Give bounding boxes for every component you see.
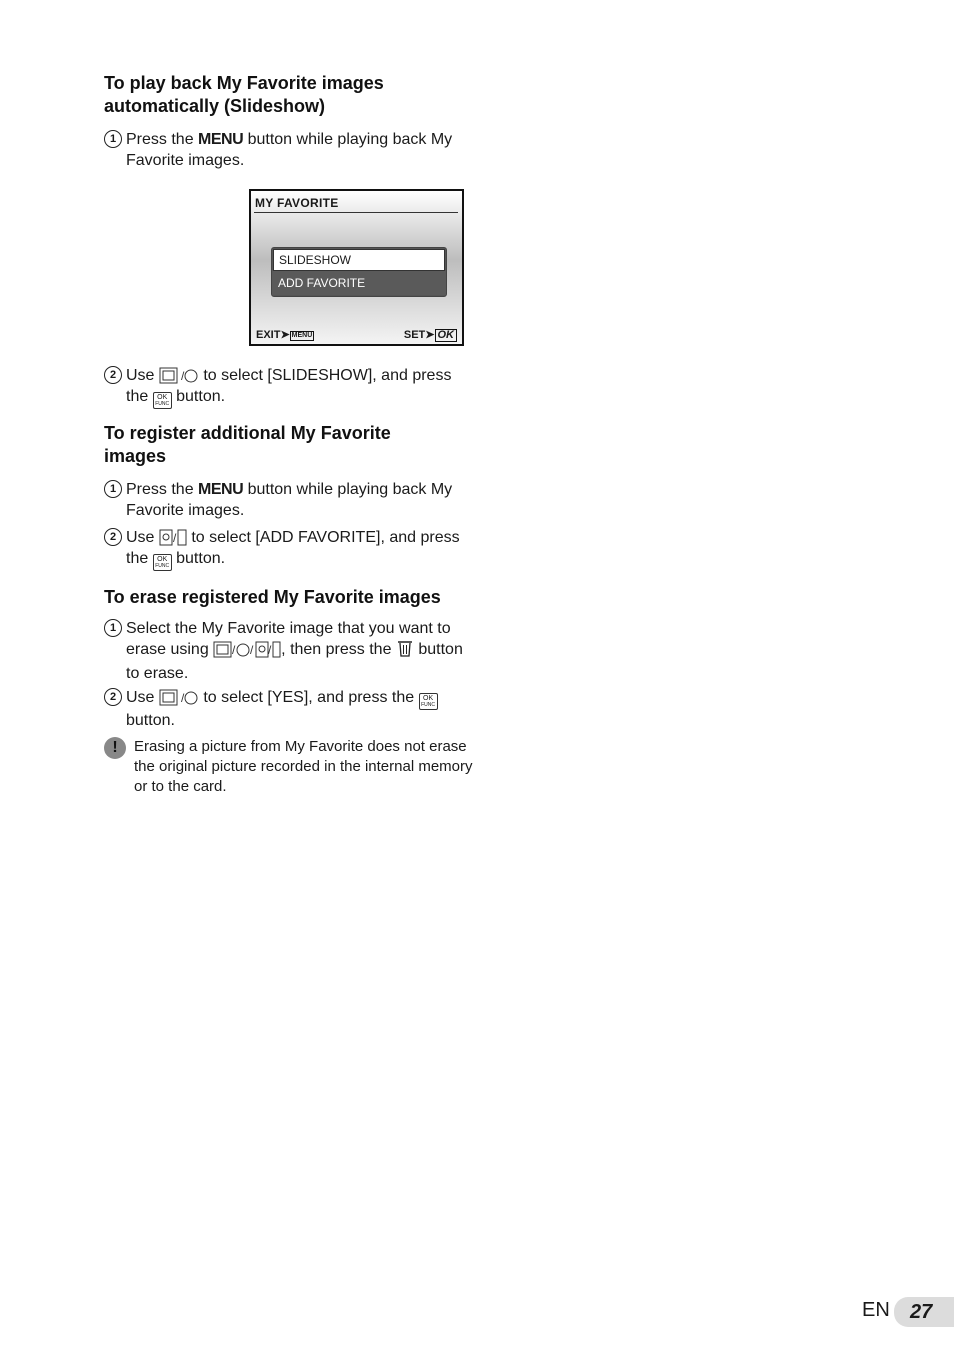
step-text-pre: Use [126, 367, 159, 384]
step-text [126, 618, 474, 684]
screen-divider [254, 212, 458, 213]
step-text [126, 687, 474, 731]
section-heading-register [104, 422, 484, 468]
step-number: 2 [104, 528, 122, 546]
step-number: 1 [104, 480, 122, 498]
ok-label: OK [423, 695, 434, 702]
ok-key-icon: OK [435, 329, 458, 342]
heading-line: images [104, 446, 167, 466]
step-2-slideshow [104, 365, 474, 409]
heading-line: automatically (Slideshow) [104, 96, 326, 116]
step-text-mid: to select [SLIDESHOW], and press the [126, 367, 452, 405]
section-heading-slideshow [104, 72, 484, 118]
footer-language: EN [862, 1299, 890, 1321]
step-number: 2 [104, 366, 122, 384]
step-text-mid: to select [YES], and press the [198, 689, 419, 706]
step-number: 1 [104, 130, 122, 148]
caution-note [104, 737, 474, 797]
heading-line: To play back My Favorite images [104, 73, 384, 93]
step-text-mid: to select [ADD FAVORITE], and press the [126, 529, 460, 567]
svg-text:/: / [232, 643, 236, 657]
step-text-post: button while playing back My Favorite images. [126, 481, 453, 519]
trash-icon [396, 639, 414, 663]
step-1-register [104, 479, 474, 521]
ok-func-icon [419, 693, 438, 710]
step-text-pre: Select the My Favorite image that you want to erase using [126, 620, 451, 658]
menu-key-label: MENU [198, 481, 244, 498]
screen-set-hint [404, 328, 457, 342]
step-text-post: button. [171, 388, 226, 405]
exit-label: EXIT [256, 329, 281, 341]
svg-text:/: / [172, 531, 177, 545]
step-number: 1 [104, 619, 122, 637]
func-label: FUNC [155, 401, 170, 407]
option-slideshow[interactable]: SLIDESHOW [273, 249, 445, 271]
option-add-favorite[interactable]: ADD FAVORITE [272, 271, 446, 295]
step-1-slideshow [104, 129, 474, 171]
step-text [126, 479, 474, 521]
step-text-mid: , then press the [281, 641, 396, 658]
step-1-erase [104, 618, 474, 684]
arrow-icon: ➤ [425, 329, 435, 341]
camera-screen-my-favorite [249, 189, 464, 346]
step-text [126, 527, 474, 571]
func-label: FUNC [155, 563, 170, 569]
step-text-post: button while playing back My Favorite images. [126, 131, 453, 169]
svg-text:/: / [180, 369, 185, 383]
step-text-pre: Use [126, 529, 159, 546]
step-text-post: button to erase. [126, 641, 463, 682]
step-text [126, 129, 474, 171]
screen-exit-hint [256, 328, 314, 341]
left-right-arrow-icon [159, 529, 187, 546]
menu-key-icon: MENU [291, 332, 313, 339]
svg-text:/: / [250, 643, 254, 657]
svg-text:/: / [268, 643, 272, 657]
step-text-pre: Press the [126, 131, 199, 148]
step-text-pre: Use [126, 689, 159, 706]
ok-func-icon [153, 392, 172, 409]
heading-line: To register additional My Favorite [104, 423, 391, 443]
svg-text:/: / [180, 691, 185, 705]
ok-label: OK [157, 556, 168, 563]
note-text: Erasing a picture from My Favorite does not erase the original picture recorded in the internal memory or to the card. [134, 738, 473, 795]
menu-options [271, 247, 447, 297]
arrow-icon: ➤ [280, 329, 290, 341]
step-2-erase [104, 687, 474, 731]
step-number: 2 [104, 688, 122, 706]
func-label: FUNC [421, 702, 436, 708]
caution-icon: ! [104, 737, 126, 759]
section-heading-erase: To erase registered My Favorite images [104, 587, 441, 607]
step-text-pre: Press the [126, 481, 199, 498]
ok-func-icon [153, 554, 172, 571]
step-2-register [104, 527, 474, 571]
set-label: SET [403, 329, 426, 341]
ok-label: OK [157, 394, 168, 401]
four-way-arrow-icon [213, 641, 281, 658]
up-down-arrow-icon [159, 689, 199, 706]
step-text [126, 365, 474, 409]
page-number: 27 [894, 1297, 954, 1327]
menu-key-label: MENU [198, 131, 244, 148]
step-text-post: button. [126, 712, 175, 729]
screen-title: MY FAVORITE [255, 196, 339, 210]
step-text-post: button. [171, 550, 226, 567]
up-down-arrow-icon [159, 367, 199, 384]
